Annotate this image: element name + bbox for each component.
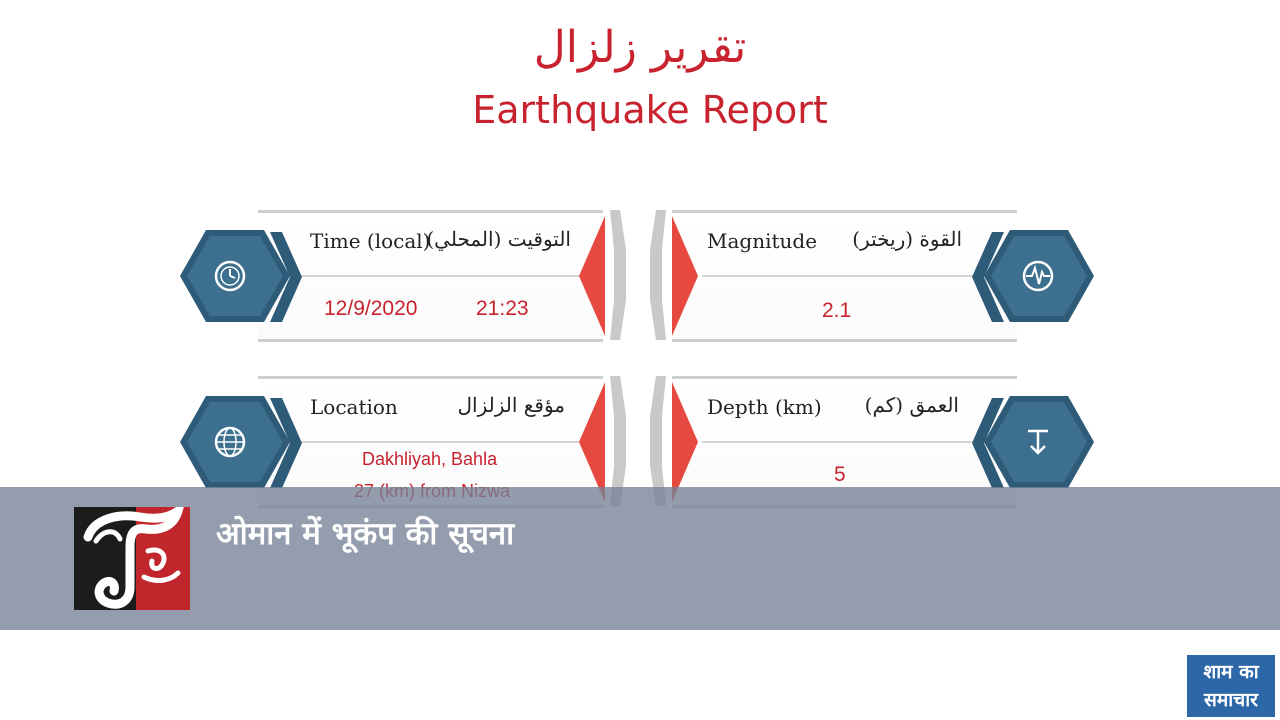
news-headline: ओमान में भूकंप की सूचना <box>216 516 515 552</box>
report-title-arabic: تقرير زلزال <box>533 22 747 73</box>
time-card <box>258 210 603 342</box>
badge-line-1: शाम का <box>1203 661 1259 683</box>
channel-badge <box>1187 655 1275 717</box>
depth-value: 5 <box>834 463 846 486</box>
badge-line-2: समाचार <box>1204 689 1258 711</box>
time-clock-value: 21:23 <box>476 297 529 320</box>
time-label-english: Time (local) <box>310 229 431 253</box>
channel-logo <box>74 507 190 610</box>
center-separators <box>598 210 678 510</box>
waveform-icon <box>1020 258 1056 294</box>
depth-label-arabic: العمق (كم) <box>864 393 959 417</box>
clock-icon <box>212 258 248 294</box>
location-label-english: Location <box>310 395 398 419</box>
time-label-arabic: التوقيت (المحلي) <box>426 227 571 251</box>
time-date-value: 12/9/2020 <box>324 297 418 320</box>
time-chevron <box>270 232 306 322</box>
location-chevron <box>270 398 306 488</box>
location-card-red-triangle <box>575 380 605 504</box>
depth-label-english: Depth (km) <box>707 395 822 419</box>
time-card-red-triangle <box>575 214 605 338</box>
magnitude-label-arabic: القوة (ريختر) <box>852 227 962 251</box>
arrow-down-icon <box>1020 424 1056 460</box>
magnitude-card <box>672 210 1017 342</box>
magnitude-card-red-triangle <box>672 214 702 338</box>
depth-card-red-triangle <box>672 380 702 504</box>
location-line-1: Dakhliyah, Bahla <box>362 449 498 469</box>
magnitude-label-english: Magnitude <box>707 229 818 253</box>
magnitude-value: 2.1 <box>822 299 852 322</box>
headline-overlay-band <box>0 487 1280 630</box>
globe-icon <box>212 424 248 460</box>
location-label-arabic: مؤقع الزلزال <box>457 393 565 417</box>
report-title-english: Earthquake Report <box>472 88 828 132</box>
